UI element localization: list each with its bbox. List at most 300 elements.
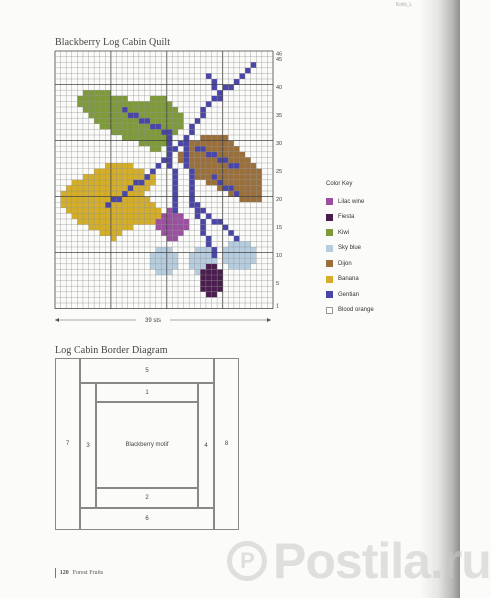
chart-stitch <box>156 258 162 264</box>
chart-stitch <box>251 180 257 186</box>
chart-stitch <box>206 258 212 264</box>
chart-stitch <box>223 180 229 186</box>
chart-stitch <box>94 208 100 214</box>
chart-stitch <box>77 191 83 197</box>
color-name: Dijon <box>338 260 352 267</box>
chart-stitch <box>217 180 223 186</box>
chart-stitch <box>189 197 195 203</box>
chart-stitch <box>83 219 89 225</box>
chart-stitch <box>144 185 150 191</box>
chart-stitch <box>212 180 218 186</box>
chart-stitch <box>234 169 240 175</box>
chart-stitch <box>100 96 106 102</box>
chart-stitch <box>139 129 145 135</box>
block-2: 2 <box>96 488 198 508</box>
chart-stitch <box>83 197 89 203</box>
chart-stitch <box>228 174 234 180</box>
chart-stitch <box>167 163 173 169</box>
postila-logo-icon: P <box>227 541 267 581</box>
chart-stitch <box>100 213 106 219</box>
chart-stitch <box>150 146 156 152</box>
chart-stitch <box>200 219 206 225</box>
row-label: 45 <box>276 57 283 64</box>
chart-stitch <box>161 96 167 102</box>
chart-stitch <box>189 141 195 147</box>
arrow-left-icon <box>55 318 59 322</box>
chart-stitch <box>100 219 106 225</box>
chart-stitch <box>94 174 100 180</box>
chart-stitch <box>195 202 201 208</box>
chart-stitch <box>172 208 178 214</box>
chart-stitch <box>116 219 122 225</box>
chart-stitch <box>150 213 156 219</box>
chart-stitch <box>156 264 162 270</box>
chart-stitch <box>212 96 218 102</box>
chart-stitch <box>94 185 100 191</box>
chart-stitch <box>83 208 89 214</box>
chart-stitch <box>144 107 150 113</box>
chart-stitch <box>122 219 128 225</box>
chart-stitch <box>245 68 251 74</box>
chart-stitch <box>223 85 229 91</box>
page-footer <box>55 568 103 578</box>
chart-stitch <box>178 225 184 231</box>
chart-stitch <box>122 185 128 191</box>
chart-stitch <box>251 247 257 253</box>
block-7: 7 <box>55 358 80 530</box>
chart-stitch <box>139 174 145 180</box>
chart-stitch <box>200 253 206 259</box>
chart-stitch <box>178 141 184 147</box>
chart-stitch <box>133 208 139 214</box>
chart-stitch <box>195 157 201 163</box>
chart-stitch <box>133 118 139 124</box>
color-key-title: Color Key <box>326 181 353 187</box>
chart-stitch <box>184 157 190 163</box>
chart-stitch <box>212 141 218 147</box>
chart-stitch <box>234 174 240 180</box>
chart-stitch <box>234 79 240 85</box>
chart-stitch <box>167 129 173 135</box>
chart-stitch <box>172 197 178 203</box>
chart-stitch <box>128 113 134 119</box>
chart-stitch <box>172 213 178 219</box>
chart-stitch <box>144 113 150 119</box>
arrow-right-icon <box>267 318 271 322</box>
chart-stitch <box>133 180 139 186</box>
chart-stitch <box>161 230 167 236</box>
chart-stitch <box>89 180 95 186</box>
chart-stitch <box>206 275 212 281</box>
chart-stitch <box>228 180 234 186</box>
chart-stitch <box>161 264 167 270</box>
chart-stitch <box>184 135 190 141</box>
color-key-item <box>326 194 374 210</box>
chart-stitch <box>100 225 106 231</box>
chart-stitch <box>189 169 195 175</box>
color-key-item <box>326 272 374 288</box>
chart-stitch <box>212 275 218 281</box>
chart-stitch <box>184 163 190 169</box>
chart-stitch <box>172 236 178 242</box>
chart-stitch <box>239 152 245 158</box>
chart-stitch <box>167 124 173 130</box>
chart-stitch <box>150 264 156 270</box>
chart-stitch <box>105 107 111 113</box>
chart-stitch <box>122 124 128 130</box>
chart-stitch <box>89 225 95 231</box>
chart-stitch <box>83 101 89 107</box>
color-key-item <box>326 210 374 226</box>
chart-stitch <box>234 264 240 270</box>
chart-stitch <box>167 219 173 225</box>
chart-stitch <box>239 73 245 79</box>
chart-stitch <box>156 101 162 107</box>
chart-stitch <box>167 236 173 242</box>
chart-stitch <box>212 253 218 259</box>
chart-stitch <box>128 169 134 175</box>
chart-stitch <box>195 213 201 219</box>
chart-stitch <box>212 174 218 180</box>
chart-stitch <box>206 236 212 242</box>
row-label: 35 <box>276 113 283 120</box>
chart-stitch <box>111 219 117 225</box>
chart-stitch <box>100 90 106 96</box>
chart-stitch <box>167 118 173 124</box>
chart-stitch <box>150 180 156 186</box>
chart-stitch <box>144 219 150 225</box>
chart-stitch <box>144 118 150 124</box>
chart-stitch <box>217 152 223 158</box>
chart-stitch <box>217 281 223 287</box>
chart-stitch <box>150 253 156 259</box>
chart-stitch <box>83 191 89 197</box>
chart-stitch <box>122 169 128 175</box>
chart-stitch <box>66 197 72 203</box>
chart-stitch <box>116 113 122 119</box>
chart-stitch <box>156 213 162 219</box>
chart-stitch <box>212 247 218 253</box>
chart-stitch <box>206 73 212 79</box>
chart-stitch <box>206 269 212 275</box>
chart-stitch <box>139 141 145 147</box>
chart-stitch <box>161 113 167 119</box>
chart-stitch <box>94 169 100 175</box>
chart-stitch <box>200 281 206 287</box>
chart-stitch <box>94 90 100 96</box>
chart-stitch <box>217 185 223 191</box>
chart-stitch <box>116 225 122 231</box>
chart-stitch <box>72 185 78 191</box>
chart-stitch <box>245 163 251 169</box>
chart-stitch <box>128 118 134 124</box>
chart-stitch <box>128 124 134 130</box>
chart-stitch <box>128 129 134 135</box>
width-label: 39 sts <box>144 318 162 324</box>
chart-stitch <box>178 157 184 163</box>
chart-stitch <box>172 225 178 231</box>
chart-stitch <box>161 124 167 130</box>
chart-stitch <box>133 174 139 180</box>
chart-stitch <box>189 264 195 270</box>
color-name: Sky blue <box>338 245 362 252</box>
chart-stitch <box>172 202 178 208</box>
chart-stitch <box>212 152 218 158</box>
chart-stitch <box>89 90 95 96</box>
chart-stitch <box>116 213 122 219</box>
chart-stitch <box>245 241 251 247</box>
chart-stitch <box>189 258 195 264</box>
chart-stitch <box>89 101 95 107</box>
chart-stitch <box>116 163 122 169</box>
chart-stitch <box>167 225 173 231</box>
chart-stitch <box>77 197 83 203</box>
chart-stitch <box>239 169 245 175</box>
chart-stitch <box>172 118 178 124</box>
chart-stitch <box>150 113 156 119</box>
color-name: Lilac wine <box>338 198 365 205</box>
block-6: 6 <box>80 508 214 530</box>
chart-stitch <box>256 185 262 191</box>
chart-stitch <box>234 253 240 259</box>
chart-stitch <box>72 213 78 219</box>
chart-stitch <box>239 253 245 259</box>
chart-stitch <box>167 141 173 147</box>
chart-stitch <box>139 213 145 219</box>
chart-stitch <box>200 275 206 281</box>
chart-stitch <box>133 135 139 141</box>
chart-stitch <box>156 124 162 130</box>
chart-stitch <box>156 96 162 102</box>
chart-stitch <box>111 213 117 219</box>
color-swatch <box>326 291 333 298</box>
chart-stitch <box>178 152 184 158</box>
chart-stitch <box>105 213 111 219</box>
chart-stitch <box>178 230 184 236</box>
chart-stitch <box>150 96 156 102</box>
chart-stitch <box>217 275 223 281</box>
chart-stitch <box>116 180 122 186</box>
chart-stitch <box>100 169 106 175</box>
chart-stitch <box>72 208 78 214</box>
chart-stitch <box>139 169 145 175</box>
chart-stitch <box>72 191 78 197</box>
chart-stitch <box>150 101 156 107</box>
chart-stitch <box>184 225 190 231</box>
chart-stitch <box>251 197 257 203</box>
chart-stitch <box>144 101 150 107</box>
color-key-item <box>326 303 374 319</box>
chart-stitch <box>228 85 234 91</box>
chart-stitch <box>94 107 100 113</box>
chart-stitch <box>100 180 106 186</box>
chart-stitch <box>223 247 229 253</box>
chart-stitch <box>172 107 178 113</box>
chart-stitch <box>172 258 178 264</box>
chart-stitch <box>245 185 251 191</box>
chart-stitch <box>212 146 218 152</box>
chart-stitch <box>133 129 139 135</box>
chart-stitch <box>184 146 190 152</box>
chart-stitch <box>172 191 178 197</box>
chart-stitch <box>206 180 212 186</box>
row-label: 30 <box>276 141 283 148</box>
chart-stitch <box>150 135 156 141</box>
border-diagram <box>55 358 239 530</box>
chart-stitch <box>111 191 117 197</box>
chart-stitch <box>105 124 111 130</box>
width-indicator <box>55 318 271 324</box>
chart-stitch <box>116 96 122 102</box>
chart-stitch <box>200 208 206 214</box>
chart-stitch <box>206 286 212 292</box>
chart-stitch <box>167 230 173 236</box>
chart-stitch <box>172 169 178 175</box>
chart-stitch <box>161 253 167 259</box>
chart-stitch <box>156 135 162 141</box>
page-number: 120 <box>59 570 69 576</box>
chart-stitch <box>111 163 117 169</box>
color-swatch <box>326 260 333 267</box>
chart-stitch <box>105 163 111 169</box>
chart-stitch <box>116 230 122 236</box>
chart-stitch <box>223 146 229 152</box>
chart-stitch <box>111 208 117 214</box>
chart-stitch <box>122 202 128 208</box>
chart-stitch <box>212 163 218 169</box>
chart-stitch <box>122 107 128 113</box>
chart-stitch <box>111 107 117 113</box>
chart-stitch <box>184 141 190 147</box>
chart-stitch <box>206 152 212 158</box>
chart-stitch <box>94 180 100 186</box>
chart-stitch <box>172 129 178 135</box>
chart-stitch <box>189 180 195 186</box>
chart-stitch <box>228 253 234 259</box>
row-label: 1 <box>276 303 280 310</box>
chart-stitch <box>128 225 134 231</box>
chart-stitch <box>133 113 139 119</box>
chart-stitch <box>245 157 251 163</box>
chart-stitch <box>200 152 206 158</box>
chart-stitch <box>161 269 167 275</box>
chart-stitch <box>156 129 162 135</box>
chart-stitch <box>167 213 173 219</box>
chart-stitch <box>167 269 173 275</box>
chart-stitch <box>133 124 139 130</box>
chart-stitch <box>189 202 195 208</box>
chart-stitch <box>144 180 150 186</box>
chart-stitch <box>139 118 145 124</box>
chart-stitch <box>167 264 173 270</box>
chart-stitch <box>228 264 234 270</box>
chart-stitch <box>122 96 128 102</box>
chart-stitch <box>195 264 201 270</box>
chart-stitch <box>184 219 190 225</box>
chart-stitch <box>100 208 106 214</box>
chart-stitch <box>105 101 111 107</box>
chart-stitch <box>172 113 178 119</box>
chart-stitch <box>150 202 156 208</box>
chart-stitch <box>105 113 111 119</box>
chart-stitch <box>228 141 234 147</box>
chart-stitch <box>100 197 106 203</box>
chart-stitch <box>94 118 100 124</box>
chart-stitch <box>206 135 212 141</box>
chart-stitch <box>161 247 167 253</box>
chart-stitch <box>223 163 229 169</box>
chart-stitch <box>234 157 240 163</box>
chart-stitch <box>172 124 178 130</box>
chart-stitch <box>72 197 78 203</box>
chart-stitch <box>195 247 201 253</box>
chart-stitch <box>245 264 251 270</box>
chart-stitch <box>167 157 173 163</box>
chart-stitch <box>212 157 218 163</box>
color-swatch <box>326 245 333 252</box>
chart-stitch <box>77 202 83 208</box>
chart-stitch <box>111 230 117 236</box>
chart-stitch <box>116 185 122 191</box>
chart-stitch <box>116 129 122 135</box>
chart-stitch <box>122 208 128 214</box>
chart-stitch <box>144 141 150 147</box>
chart-stitch <box>100 107 106 113</box>
chart-stitch <box>156 107 162 113</box>
chart-stitch <box>83 174 89 180</box>
chart-stitch <box>122 101 128 107</box>
chart-stitch <box>122 163 128 169</box>
chart-stitch <box>66 208 72 214</box>
chart-stitch <box>139 107 145 113</box>
chart-stitch <box>156 141 162 147</box>
chart-stitch <box>256 191 262 197</box>
chart-stitch <box>116 174 122 180</box>
chart-stitch <box>139 124 145 130</box>
color-swatch <box>326 214 333 221</box>
chart-stitch <box>212 258 218 264</box>
chart-stitch <box>61 197 67 203</box>
chart-stitch <box>178 124 184 130</box>
chart-stitch <box>89 113 95 119</box>
chart-stitch <box>89 96 95 102</box>
chart-stitch <box>251 62 257 68</box>
chart-stitch <box>111 202 117 208</box>
chart-stitch <box>128 180 134 186</box>
color-key <box>326 181 374 318</box>
color-key-item <box>326 287 374 303</box>
chart-stitch <box>100 101 106 107</box>
chart-stitch <box>234 241 240 247</box>
chart-stitch <box>206 146 212 152</box>
chart-stitch <box>77 185 83 191</box>
chart-stitch <box>212 219 218 225</box>
chart-stitch <box>167 208 173 214</box>
chart-stitch <box>161 118 167 124</box>
color-swatch <box>326 276 333 283</box>
color-name: Blood orange <box>338 307 374 314</box>
chart-stitch <box>89 202 95 208</box>
chart-stitch <box>178 219 184 225</box>
chart-stitch <box>122 129 128 135</box>
chart-stitch <box>111 185 117 191</box>
chart-stitch <box>105 191 111 197</box>
row-label: 25 <box>276 169 283 176</box>
chart-stitch <box>172 219 178 225</box>
chart-stitch <box>111 96 117 102</box>
chart-stitch <box>200 258 206 264</box>
chart-stitch <box>206 264 212 270</box>
